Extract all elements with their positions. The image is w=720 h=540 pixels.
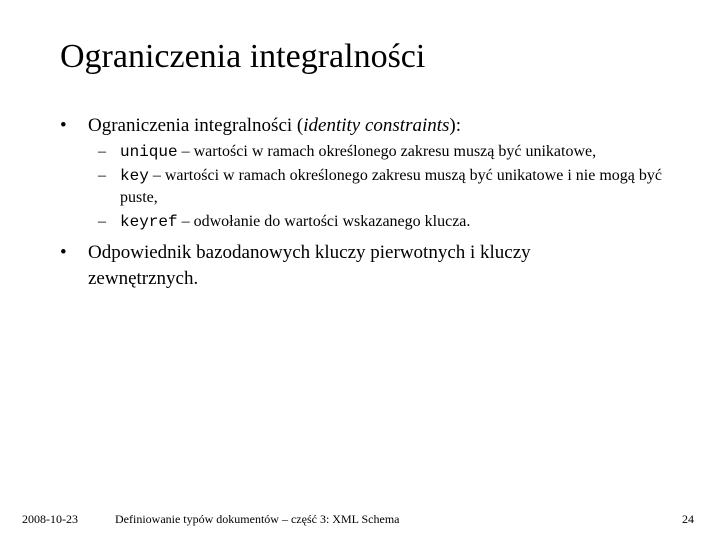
footer-page-number: 24 — [682, 512, 694, 526]
bullet-marker: • — [60, 115, 67, 136]
bullet-text-italic: identity constraints — [303, 115, 450, 136]
sub-description: – wartości w ramach określonego zakresu muszą być unikatowe i nie mogą być puste, — [120, 167, 662, 206]
bullet-marker: • — [60, 242, 67, 263]
sub-description: – wartości w ramach określonego zakresu muszą być unikatowe, — [177, 143, 597, 160]
sub-marker: – — [98, 143, 106, 160]
sub-marker: – — [98, 213, 106, 230]
sub-text — [120, 141, 680, 163]
bullet-text-plain: Ograniczenia integralności ( — [88, 115, 304, 136]
sub-text — [120, 165, 680, 209]
bullet-text-end: ): — [449, 115, 462, 136]
code-keyword: unique — [120, 143, 178, 161]
sub-marker: – — [98, 167, 106, 184]
bullet-text: Odpowiednik bazodanowych kluczy pierwotnych i kluczy zewnętrznych. — [88, 242, 531, 289]
code-keyword: key — [120, 167, 149, 185]
footer-date: 2008-10-23 — [22, 512, 78, 526]
bullet-text — [88, 113, 608, 139]
sub-text — [120, 211, 680, 233]
sub-description: – odwołanie do wartości wskazanego klucza. — [177, 213, 471, 230]
code-keyword: keyref — [120, 213, 178, 231]
slide-title: Ograniczenia integralności — [60, 38, 426, 75]
footer-title: Definiowanie typów dokumentów – część 3: XML Schema — [115, 512, 400, 526]
